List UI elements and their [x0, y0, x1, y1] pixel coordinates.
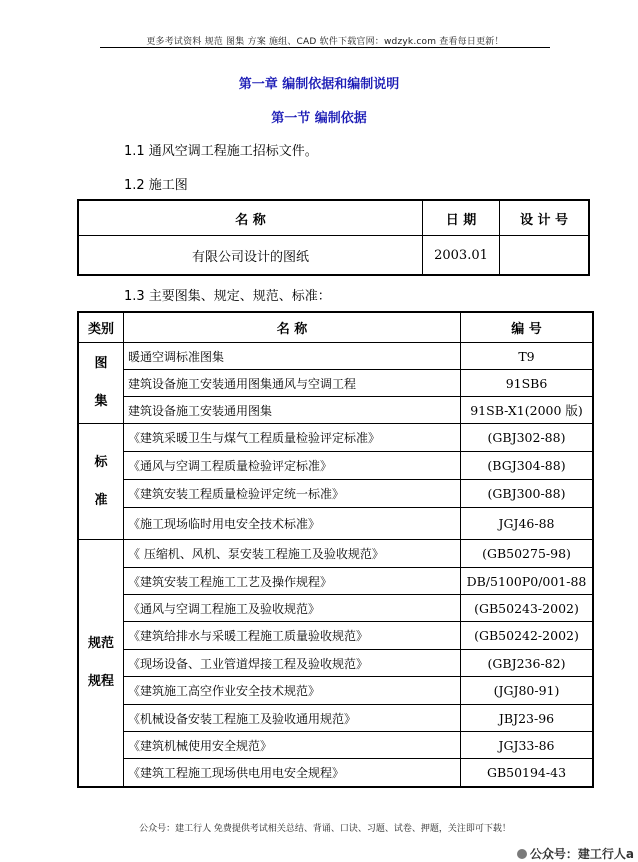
table-row — [78, 759, 593, 788]
watermark — [517, 845, 634, 862]
item-1-1: 1.1 通风空调工程施工招标文件。 — [124, 144, 318, 159]
standard-name: 《 压缩机、风机、泵安装工程施工及验收规范》 — [124, 540, 461, 568]
drawing-design-no — [500, 236, 590, 276]
drawing-date: 2003.01 — [423, 236, 500, 276]
standard-code: (GBJ302-88) — [461, 424, 594, 452]
table-row — [78, 397, 593, 424]
standard-name: 建筑设备施工安装通用图集 — [124, 397, 461, 424]
table-row — [78, 622, 593, 650]
drawing-table-header — [78, 200, 589, 236]
table-row — [78, 343, 593, 370]
standard-name: 《建筑机械使用安全规范》 — [124, 732, 461, 759]
standard-code: 91SB6 — [461, 370, 594, 397]
standard-code: (GBJ300-88) — [461, 480, 594, 508]
standard-name: 《现场设备、工业管道焊接工程及验收规范》 — [124, 650, 461, 677]
table-row — [78, 508, 593, 540]
standard-name: 建筑设备施工安装通用图集通风与空调工程 — [124, 370, 461, 397]
table-row — [78, 677, 593, 705]
standard-code: DB/5100P0/001-88 — [461, 568, 594, 595]
standard-code: (GB50275-98) — [461, 540, 594, 568]
chapter-title: 第一章 编制依据和编制说明 — [238, 77, 400, 92]
section-title: 第一节 编制依据 — [271, 111, 367, 126]
drawing-header-name: 名 称 — [78, 200, 423, 236]
standard-code: GB50194-43 — [461, 759, 594, 788]
std-header-category: 类别 — [78, 312, 124, 343]
table-row — [78, 480, 593, 508]
footer-note: 公众号：建工行人 免费提供考试相关总结、背诵、口诀、习题、试卷、押题，关注即可下载！ — [139, 824, 511, 834]
standard-name: 《通风与空调工程质量检验评定标准》 — [124, 452, 461, 480]
standard-name: 《建筑采暖卫生与煤气工程质量检验评定标准》 — [124, 424, 461, 452]
category-label: 准 — [94, 492, 108, 508]
table-row — [78, 452, 593, 480]
standard-code: JBJ23-96 — [461, 705, 594, 732]
table-row — [78, 370, 593, 397]
table-row — [78, 705, 593, 732]
table-row — [78, 650, 593, 677]
table-row — [78, 732, 593, 759]
standard-name: 《建筑给排水与采暖工程施工质量验收规范》 — [124, 622, 461, 650]
std-header-name: 名 称 — [124, 312, 461, 343]
standards-table — [77, 311, 594, 788]
standards-table-header — [78, 312, 593, 343]
standard-code: JGJ46-88 — [461, 508, 594, 540]
std-header-code: 编 号 — [461, 312, 594, 343]
category-gap — [79, 656, 123, 670]
header-rule — [100, 47, 550, 48]
standard-name: 《建筑工程施工现场供电用电安全规程》 — [124, 759, 461, 788]
standard-name: 《通风与空调工程施工及验收规范》 — [124, 595, 461, 622]
drawing-table-row — [78, 236, 589, 276]
item-1-3: 1.3 主要图集、规定、规范、标准： — [124, 289, 331, 304]
standard-name: 《施工现场临时用电安全技术标准》 — [124, 508, 461, 540]
standard-code: (BGJ304-88) — [461, 452, 594, 480]
category-label: 规程 — [87, 674, 114, 689]
category-cell — [78, 343, 124, 424]
table-row — [78, 568, 593, 595]
item-1-2: 1.2 施工图 — [124, 178, 188, 193]
standard-name: 《机械设备安装工程施工及验收通用规范》 — [124, 705, 461, 732]
standard-code: 91SB-X1(2000 版) — [461, 397, 594, 424]
drawing-header-design-no: 设 计 号 — [500, 200, 590, 236]
watermark-text: 公众号：建工行人a — [529, 847, 634, 861]
standard-code: (JGJ80-91) — [461, 677, 594, 705]
table-row — [78, 424, 593, 452]
standard-name: 《建筑安装工程质量检验评定统一标准》 — [124, 480, 461, 508]
category-gap — [79, 475, 123, 489]
drawing-header-date: 日 期 — [423, 200, 500, 236]
standard-name: 《建筑安装工程施工工艺及操作规程》 — [124, 568, 461, 595]
standard-name: 暖通空调标准图集 — [124, 343, 461, 370]
standard-code: (GBJ236-82) — [461, 650, 594, 677]
standard-code: (GB50242-2002) — [461, 622, 594, 650]
table-row — [78, 595, 593, 622]
drawing-table — [77, 199, 590, 276]
category-label: 规范 — [87, 636, 114, 651]
standard-code: (GB50243-2002) — [461, 595, 594, 622]
standard-name: 《建筑施工高空作业安全技术规范》 — [124, 677, 461, 705]
category-label: 图 — [94, 356, 108, 371]
table-row — [78, 540, 593, 568]
category-label: 集 — [94, 394, 108, 409]
category-cell — [78, 540, 124, 788]
category-label: 标 — [94, 454, 108, 470]
wechat-icon — [517, 849, 527, 859]
category-gap — [79, 376, 123, 390]
standard-code: JGJ33-86 — [461, 732, 594, 759]
drawing-name: 有限公司设计的图纸 — [78, 236, 423, 276]
header-note: 更多考试资料 规范 图集 方案 施组、CAD 软件下载官网：wdzyk.com 查看每日更新！ — [146, 37, 504, 47]
standard-code: T9 — [461, 343, 594, 370]
category-cell — [78, 424, 124, 540]
